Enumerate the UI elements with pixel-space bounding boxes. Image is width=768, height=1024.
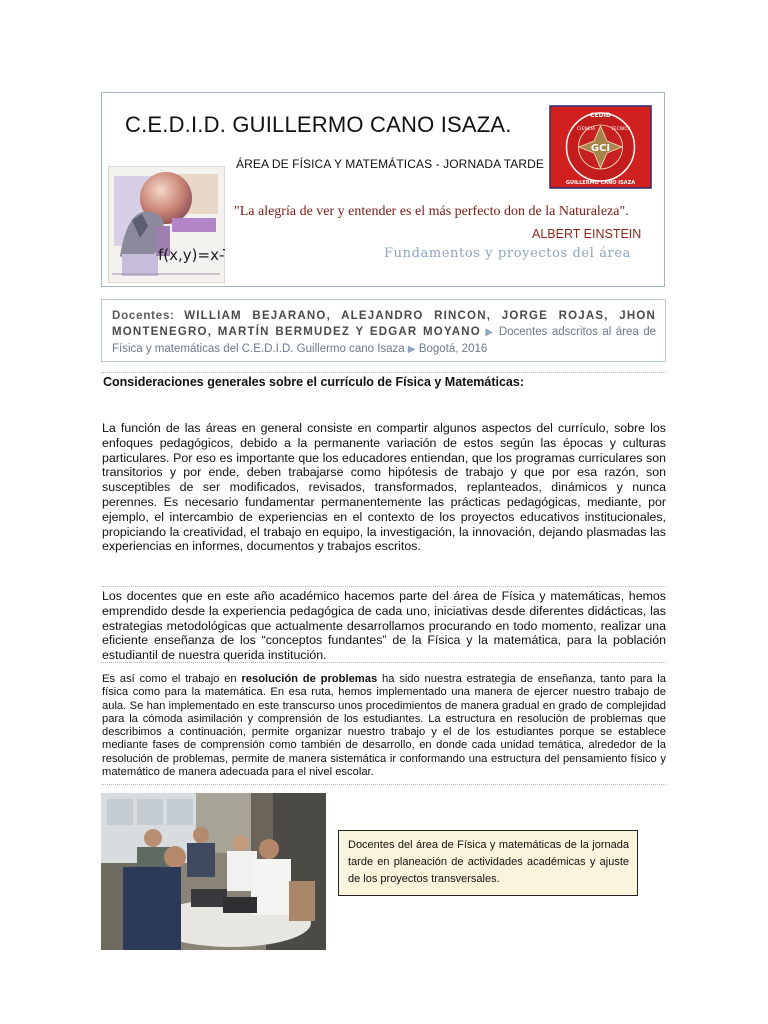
logo-text-right: TECNICA [611, 127, 631, 132]
divider [101, 784, 666, 785]
divider [101, 372, 666, 373]
paragraph-functions: La función de las áreas en general consiste en compartir algunos aspectos del currículo, sobre los enfoques pedagógicos, debido a la permanente variación de estos según las épocas y culturas particulares. Por eso es importante que los educadores entiendan, que los programas curriculares son transitorios y por ende, deben trabajarse como hipótesis de trabajo y que por esa razón, son susceptibles de ser modificados, revisados, transformados, replanteados, dinámicos y nunca perennes. Es necesario fundamentar permanentemente las prácticas pedagógicas, mediante, por ejemplo, el intercambio de experiencias en el contexto de los proyectos educativos institucionales, propiciando la creatividad, el trabajo en equipo, la investigación, la innovación, dejando plasmadas las experiencias en informes, documentos y trabajos escritos. [102, 421, 666, 554]
teachers-meeting-photo [101, 793, 326, 950]
school-logo [547, 104, 654, 190]
logo-text-bottom: GUILLERMO CANO ISAZA [565, 180, 636, 186]
area-subtitle: Fundamentos y proyectos del área [384, 246, 632, 261]
math-emblem-image [108, 166, 225, 283]
paragraph-teachers: Los docentes que en este año académico hacemos parte del área de Física y matemáticas, hemos emprendido desde la experiencia pedagógica de cada uno, iniciativas desde diferentes didácticas, las estrategias metodológicas que actualmente desarrollamos procurando en todo momento, realizar una eficiente enseñanza de los “conceptos fundantes” de la Física y la matemática, para la población estudiantil de nuestra querida institución. [102, 589, 666, 663]
p3-after: ha sido nuestra estrategia de enseñanza, tanto para la física como para la matemática. En esa ruta, hemos implementado una manera de ejercer nuestro trabajo de aula. Se han implementado en este transcurso unos procedimientos de manera gradual en grado de complejidad para la cómoda asimilación y comprensión de los estudiantes. La estructura en resolución de problemas que describimos a continuación, permite organizar nuestro trabajo y el de los estudiantes porque se establece mediante fases de comprensión como también de desarrollo, en donde cada unidad temática, alrededor de la resolución de problemas, permite de manera sistemática ir conformando una estructura del pensamiento físico y matemático de manera adecuada para el nivel escolar. [102, 673, 666, 779]
p3-bold: resolución de problemas [241, 673, 378, 685]
docentes-description: Docentes adscritos al área de Física y matemáticas del C.E.D.I.D. Guillermo cano Isaza [112, 326, 657, 355]
section-title: Consideraciones generales sobre el currículo de Física y Matemáticas: [103, 375, 525, 389]
logo-monogram: GCI [590, 143, 611, 154]
paragraph-problem-solving [102, 673, 666, 779]
einstein-quote: "La alegría de ver y entender es el más perfecto don de la Naturaleza". [234, 204, 629, 219]
docentes-names: WILLIAM BEJARANO, ALEJANDRO RINCON, JORGE ROJAS, JHON MONTENEGRO, MARTÍN BERMUDEZ Y EDGAR MOYANO [112, 310, 656, 338]
p3-before: Es así como el trabajo en [102, 673, 242, 685]
divider [101, 662, 666, 663]
arrow-right-icon: ▶ [485, 327, 495, 338]
photo-caption: Docentes del área de Física y matemáticas de la jornada tarde en planeación de actividades académicas y ajuste de los proyectos transversales. [338, 830, 638, 896]
place-date: Bogotá, 2016 [418, 343, 488, 355]
emblem-formula: f(x,y)=x-T [158, 246, 225, 264]
docentes-label: Docentes: [112, 310, 175, 322]
area-line: ÁREA DE FÍSICA Y MATEMÁTICAS - JORNADA TARDE [236, 157, 545, 171]
school-title: C.E.D.I.D. GUILLERMO CANO ISAZA. [125, 112, 512, 137]
arrow-right-icon: ▶ [407, 344, 416, 355]
docentes-box [101, 299, 666, 362]
quote-author: ALBERT EINSTEIN [532, 227, 642, 241]
logo-text-top: CEDID [590, 112, 611, 119]
divider [101, 586, 666, 587]
logo-text-left: CIENCIA [577, 127, 596, 132]
